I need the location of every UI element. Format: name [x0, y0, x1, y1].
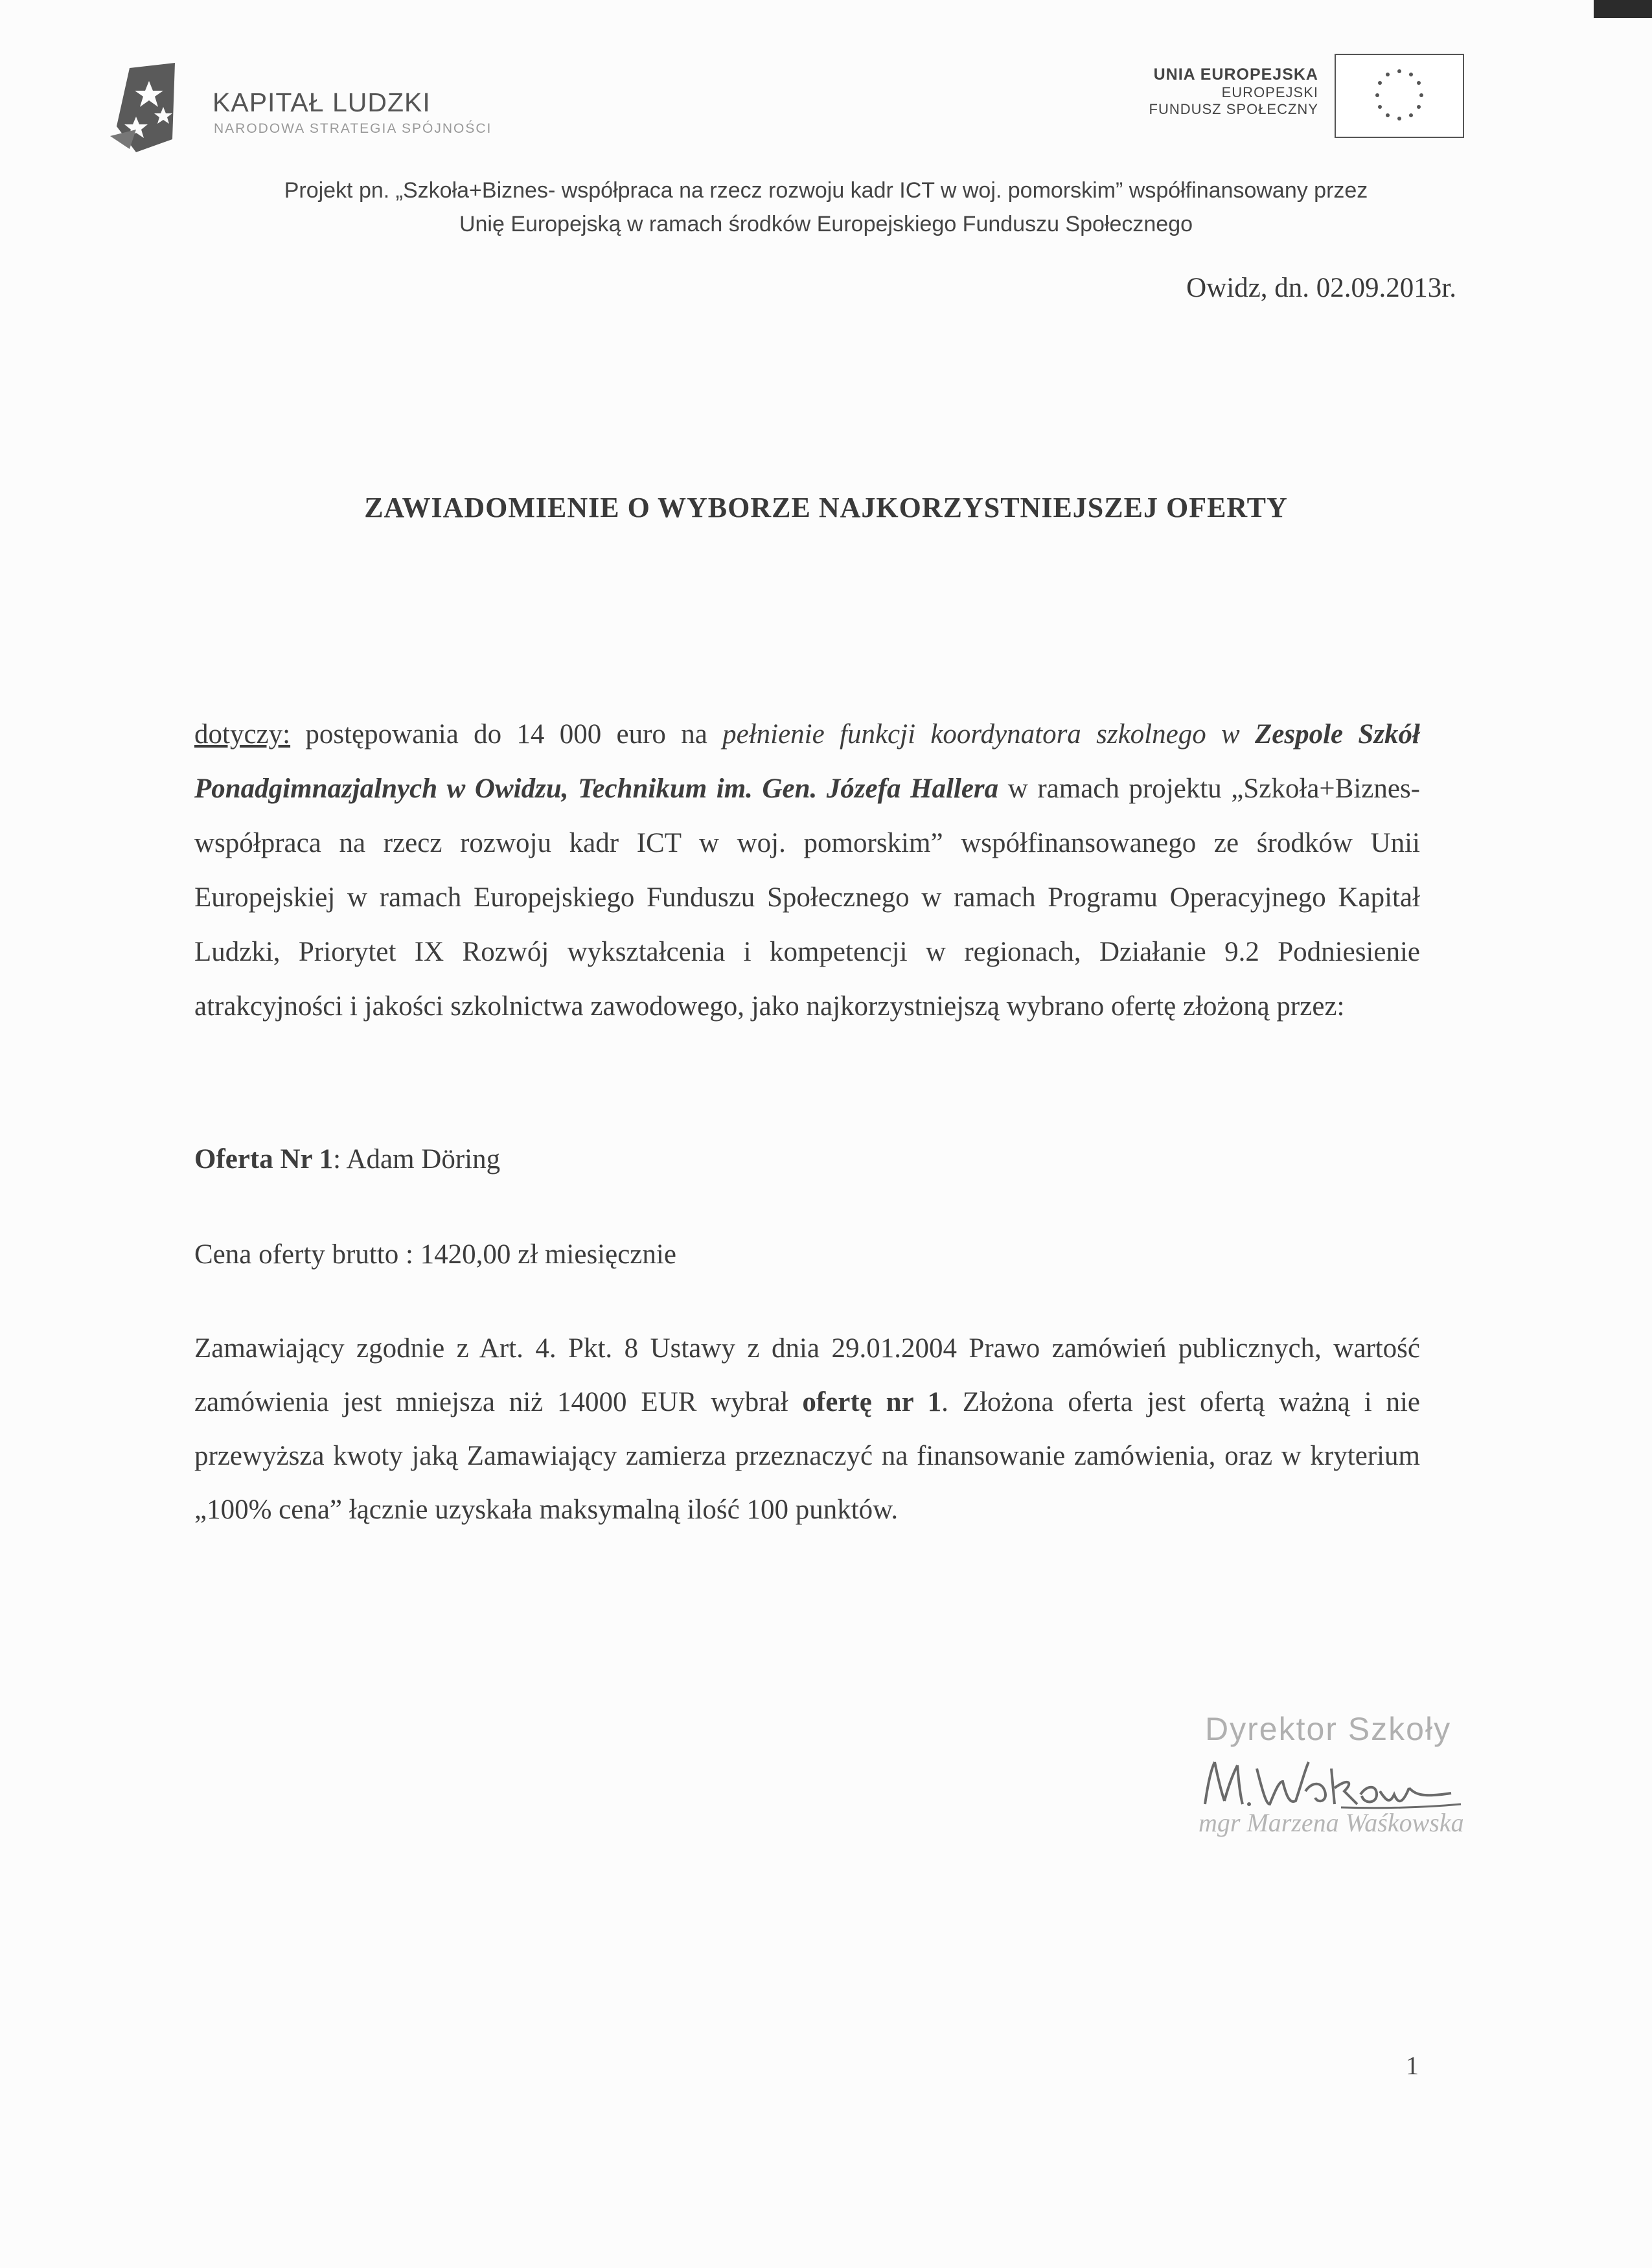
kapital-ludzki-name: KAPITAŁ LUDZKI	[212, 87, 431, 117]
concerns-paragraph	[194, 707, 1420, 1034]
eu-line-1: UNIA EUROPEJSKA	[1153, 65, 1318, 84]
kapital-ludzki-emblem-icon	[110, 62, 188, 159]
concerns-text-rest: w ramach projektu „Szkoła+Biznes- współpraca na rzecz rozwoju kadr ICT w woj. pomorskim” współfinansowanego ze środków Unii Europejskiej w ramach Europejskiego Funduszu Społecznego w ramach Programu Operacyjnego Kapitał Ludzki, Priorytet IX Rozwój wykształcenia i kompetencji w regionach, Działanie 9.2 Podniesienie atrakcyjności i jakości szkolnictwa zawodowego, jako najkorzystniejszą wybrano ofertę złożoną przez:	[194, 773, 1421, 1022]
eu-logo-text	[1149, 65, 1318, 119]
stamp-title: Dyrektor Szkoły	[1205, 1711, 1452, 1747]
project-line-1: Projekt pn. „Szkoła+Biznes- współpraca na rzecz rozwoju kadr ICT w woj. pomorskim” współfinansowany przez	[284, 178, 1368, 203]
project-line-2: Unię Europejską w ramach środków Europejskiego Funduszu Społecznego	[459, 212, 1193, 236]
eu-stars	[1336, 55, 1463, 137]
project-statement	[97, 174, 1555, 241]
offer-name: Adam Döring	[346, 1144, 501, 1174]
scan-corner-mark	[1594, 0, 1652, 18]
director-stamp	[1179, 1710, 1490, 1859]
offer-colon: :	[333, 1144, 347, 1174]
kapital-ludzki-logo	[110, 62, 512, 165]
decision-paragraph	[194, 1322, 1420, 1537]
school-name: Zespole Szkół Ponadgimnazjalnych w Owidzu, Technikum im. Gen. Józefa Hallera	[194, 719, 1420, 804]
stamp-name: mgr Marzena Waśkowska	[1199, 1808, 1464, 1837]
eu-flag-stars-icon	[1335, 54, 1464, 138]
decision-text-2: . Złożona oferta jest ofertą ważną i nie przewyższa kwoty jaką Zamawiający zamierza przeznaczyć na finansowanie zamówienia, oraz w kryterium „100% cena” łącznie uzyskała maksymalną ilość 100 punktów.	[194, 1387, 1420, 1525]
decision-offer: ofertę nr 1	[802, 1387, 942, 1417]
decision-text-1: Zamawiający zgodnie z Art. 4. Pkt. 8 Ustawy z dnia 29.01.2004 Prawo zamówień publicznych, wartość zamówienia jest mniejsza niż 14000 EUR wybrał	[194, 1333, 1420, 1417]
concerns-text-1: postępowania do 14 000 euro na	[290, 719, 723, 750]
offer-line	[194, 1143, 1420, 1175]
kapital-ludzki-subtitle: NARODOWA STRATEGIA SPÓJNOŚCI	[214, 121, 492, 136]
offer-label: Oferta Nr 1	[194, 1144, 334, 1174]
concerns-text-italic: pełnienie funkcji koordynatora szkolnego w	[722, 719, 1255, 750]
document-title: ZAWIADOMIENIE O WYBORZE NAJKORZYSTNIEJSZEJ OFERTY	[364, 492, 1288, 523]
concerns-label: dotyczy:	[194, 719, 291, 750]
eu-line-2: EUROPEJSKI	[1221, 84, 1318, 100]
document-date: Owidz, dn. 02.09.2013r.	[1186, 273, 1456, 303]
offer-price: Cena oferty brutto : 1420,00 zł miesięcznie	[194, 1239, 676, 1270]
eu-line-3: FUNDUSZ SPOŁECZNY	[1149, 101, 1318, 118]
page-number: 1	[1406, 2051, 1419, 2080]
